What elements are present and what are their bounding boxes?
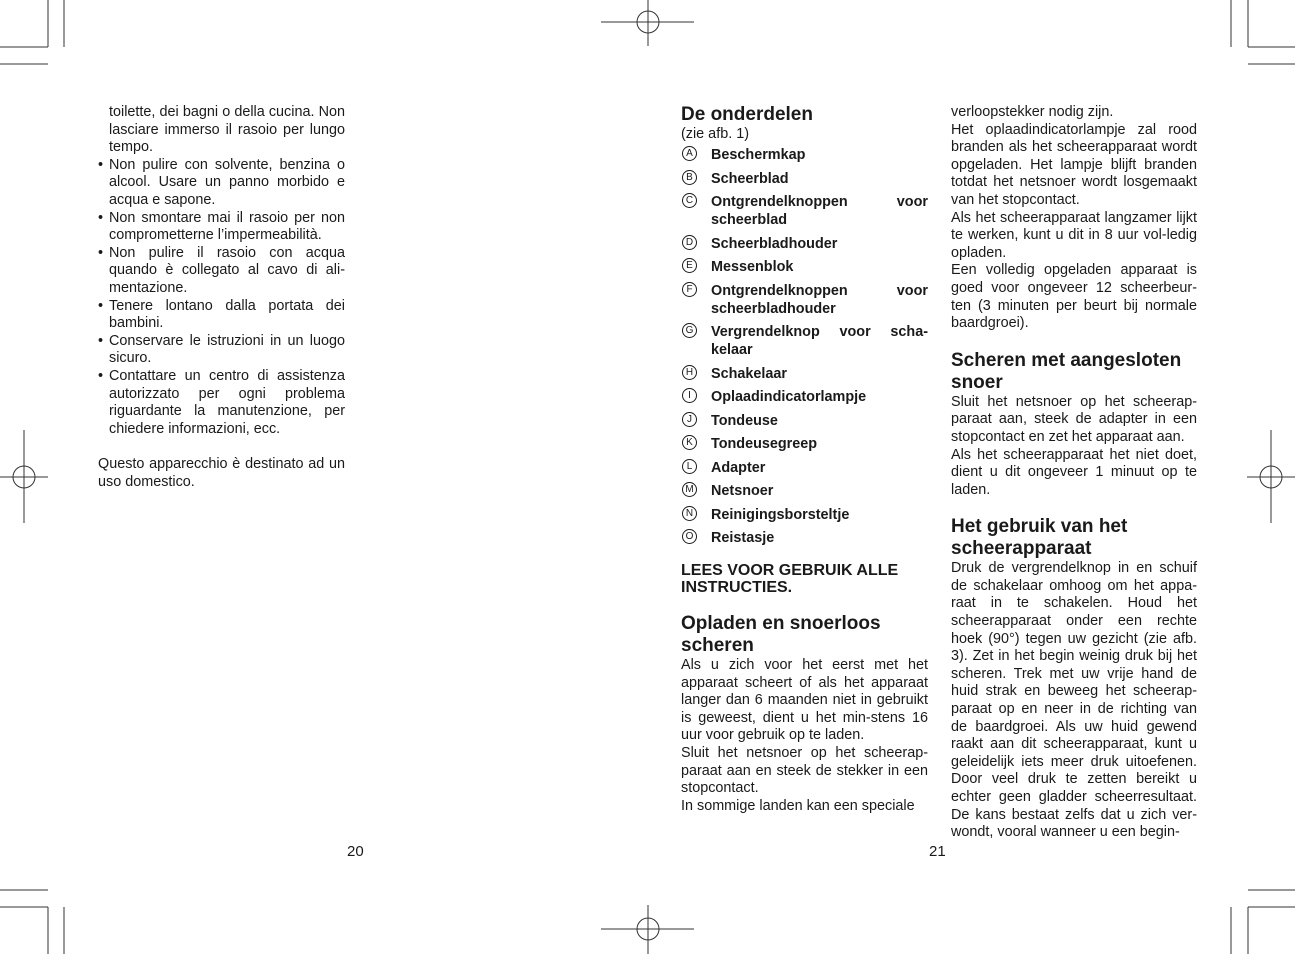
part-label: Adapter bbox=[711, 459, 766, 476]
part-letter-badge: C bbox=[682, 193, 697, 208]
list-item bbox=[681, 146, 928, 164]
part-letter-badge: B bbox=[682, 170, 697, 185]
parts-heading: De onderdelen bbox=[681, 104, 813, 125]
registration-mark-right bbox=[1247, 430, 1295, 523]
part-label: Tondeuse bbox=[711, 412, 778, 429]
page-number-left: 20 bbox=[347, 843, 364, 860]
list-item bbox=[681, 235, 928, 253]
safety-bullet-list bbox=[98, 104, 345, 438]
part-letter-badge: O bbox=[682, 529, 697, 544]
list-item bbox=[681, 412, 928, 430]
charging-heading: Opladen en snoerloos scheren bbox=[681, 613, 881, 656]
part-label: Beschermkap bbox=[711, 147, 806, 163]
charging-paragraph: Als het scheerapparaat langzamer lijkt te werken, kunt u dit in 8 uur vol-ledig opladen. bbox=[951, 209, 1197, 261]
registration-mark-left bbox=[0, 430, 48, 523]
charging-paragraph: Een volledig opgeladen apparaat is goed voor ongeveer 12 scheerbeur-ten (3 minuten per beurt bij normale baardgroei). bbox=[951, 262, 1197, 332]
list-item: toilette, dei bagni o della cucina. Non lasciare immerso il rasoio per lungo tempo. bbox=[109, 104, 345, 156]
part-letter-badge: D bbox=[682, 235, 697, 250]
part-label: Scheerblad bbox=[711, 170, 789, 187]
list-item bbox=[681, 170, 928, 188]
part-letter-badge: J bbox=[682, 412, 697, 427]
list-item: • Non smontare mai il rasoio per non comprometterne l’impermeabilità. bbox=[98, 210, 345, 245]
parts-list bbox=[681, 146, 928, 547]
charging-paragraph: In sommige landen kan een speciale bbox=[681, 797, 915, 814]
list-item bbox=[681, 506, 928, 524]
part-letter-badge: M bbox=[682, 482, 697, 497]
right-page-column-2 bbox=[951, 104, 1197, 842]
list-item bbox=[681, 482, 928, 500]
list-item bbox=[681, 435, 928, 453]
list-item bbox=[681, 258, 928, 276]
part-label: Netsnoer bbox=[711, 483, 774, 499]
list-item: • Non pulire con solvente, benzina o alcool. Usare un panno morbido e acqua e sapone. bbox=[98, 157, 345, 210]
part-label: Messenblok bbox=[711, 259, 794, 275]
list-item bbox=[681, 529, 928, 547]
part-letter-badge: N bbox=[682, 506, 697, 521]
charging-paragraph: Sluit het netsnoer op het scheerap-paraat aan en steek de stekker in een stopcontact. bbox=[681, 744, 928, 797]
list-item bbox=[681, 282, 928, 318]
registration-mark-top bbox=[601, 0, 694, 46]
part-label: Ontgrendelknoppen voor scheerblad bbox=[711, 194, 928, 228]
list-item bbox=[681, 459, 928, 477]
charging-paragraph: verloopstekker nodig zijn. bbox=[951, 104, 1114, 120]
part-label: Oplaadindicatorlampje bbox=[711, 389, 867, 405]
list-item bbox=[681, 323, 928, 359]
list-item: • Non pulire il rasoio con acqua quando è collegato al cavo di ali-mentazione. bbox=[98, 245, 345, 298]
left-page-column bbox=[98, 104, 345, 491]
registration-mark-bottom bbox=[601, 905, 694, 954]
corded-paragraph: Sluit het netsnoer op het scheerap-paraat aan, steek de adapter in een stopcontact en zet het apparaat aan. bbox=[951, 393, 1197, 445]
part-label: Scheerbladhouder bbox=[711, 235, 838, 252]
part-letter-badge: I bbox=[682, 388, 697, 403]
charging-paragraph: Als u zich voor het eerst met het apparaat scheert of als het apparaat langer dan 6 maanden niet in gebruikt is geweest, dient u het min-stens 16 uur voor gebruik op te laden. bbox=[681, 657, 928, 744]
list-item bbox=[681, 365, 928, 383]
domestic-use-note: Questo apparecchio è destinato ad un uso domestico. bbox=[98, 456, 345, 490]
list-item bbox=[681, 193, 928, 229]
list-item: • Contattare un centro di assistenza autorizzato per ogni problema riguardante la manutenzione, per chiedere informazioni, ecc. bbox=[98, 368, 345, 438]
usage-paragraph: Druk de vergrendelknop in en schuif de schakelaar omhoog om het appa-raat in te schakelen. Houd het scheerapparaat onder een rechte hoek (90°) tegen uw gezicht (zie afb. 3). Zet in het begin weinig druk bij het scheren. Trek met uw vrije hand de huid strak en beweeg het scheerap-paraat op en neer in de richting van de baardgroei. Als uw huid gewend raakt aan dit scheerapparaat, kunt u geleidelijk iets meer druk uitoefenen. Door veel druk te zetten bereikt u echter geen gladder scheerresultaat. De kans bestaat zelfs dat u zich ver-wondt, vooral wanneer u een begin- bbox=[951, 560, 1197, 841]
part-letter-badge: A bbox=[682, 146, 697, 161]
part-letter-badge: F bbox=[682, 282, 697, 297]
part-label: Reistasje bbox=[711, 530, 775, 546]
part-label: Ontgrendelknoppen voor scheerbladhouder bbox=[711, 282, 928, 317]
part-letter-badge: E bbox=[682, 258, 697, 273]
list-item: • Tenere lontano dalla portata dei bambini. bbox=[98, 298, 345, 333]
page-number-right: 21 bbox=[929, 843, 946, 860]
part-label: Schakelaar bbox=[711, 365, 788, 382]
list-item bbox=[681, 388, 928, 406]
part-label: Reinigingsborsteltje bbox=[711, 506, 850, 523]
part-letter-badge: K bbox=[682, 435, 697, 450]
charging-paragraph: Het oplaadindicatorlampje zal rood branden als het scheerapparaat wordt opgeladen. Het lampje blijft branden totdat het netsnoer wordt losgemaakt van het stopcontact. bbox=[951, 121, 1197, 208]
corded-shaving-heading: Scheren met aangesloten snoer bbox=[951, 349, 1182, 393]
part-letter-badge: L bbox=[682, 459, 697, 474]
parts-figure-reference: (zie afb. 1) bbox=[681, 126, 749, 142]
list-item: • Conservare le istruzioni in un luogo sicuro. bbox=[98, 333, 345, 368]
right-page-column-1 bbox=[681, 104, 928, 815]
read-instructions-warning: LEES VOOR GEBRUIK ALLE INSTRUCTIES. bbox=[681, 562, 899, 596]
part-letter-badge: G bbox=[682, 323, 697, 338]
part-label: Tondeusegreep bbox=[711, 436, 818, 452]
part-letter-badge: H bbox=[682, 365, 697, 380]
corded-paragraph: Als het scheerapparaat het niet doet, dient u dit ongeveer 1 minuut op te laden. bbox=[951, 446, 1197, 498]
usage-heading: Het gebruik van het scheerapparaat bbox=[951, 516, 1128, 560]
part-label: Vergrendelknop voor scha-kelaar bbox=[711, 324, 928, 358]
